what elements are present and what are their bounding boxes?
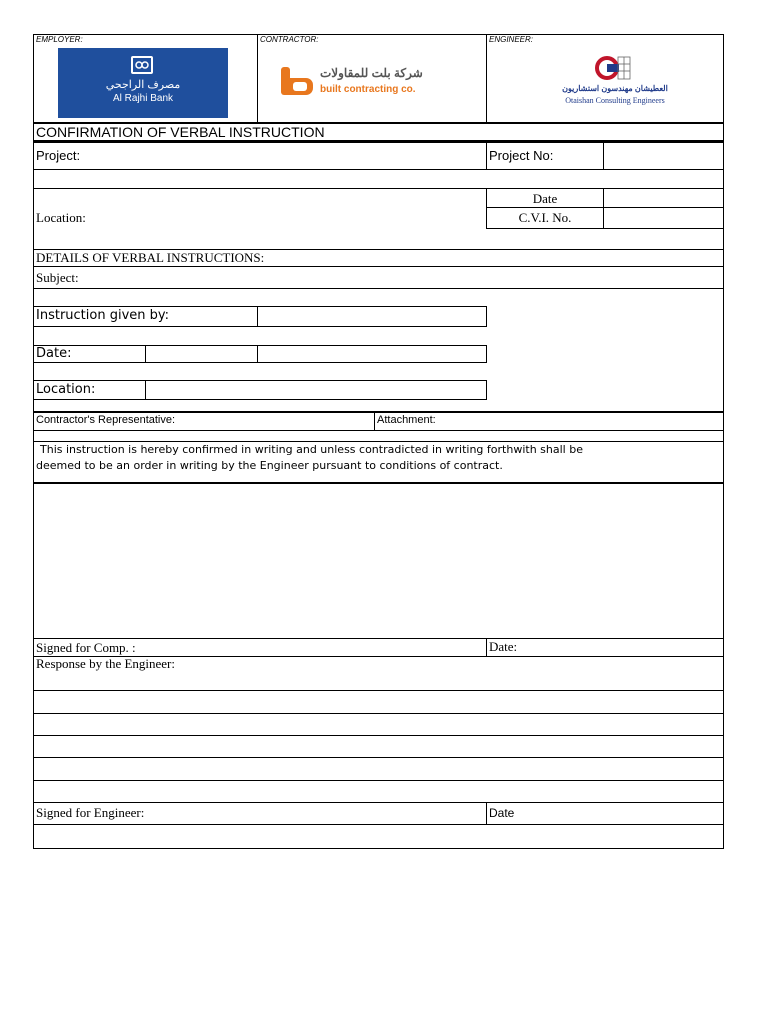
project-no-label: Project No: [489, 148, 554, 163]
attachment-label: Attachment: [377, 414, 436, 426]
response-line-6 [33, 802, 724, 803]
bank-name-arabic: مصرف الراجحي [105, 79, 181, 91]
project-input[interactable] [120, 145, 480, 167]
signed-comp-date-input[interactable] [530, 639, 720, 655]
confirmation-text-line1: This instruction is hereby confirmed in writing and unless contradicted in writing forthwith shall be [40, 443, 583, 456]
otaishan-logo [540, 54, 690, 110]
al-rajhi-bank-logo [58, 48, 228, 118]
signed-engineer-date-label: Date [489, 806, 515, 820]
date-cvi-col-divider [603, 188, 604, 229]
response-label: Response by the Engineer: [36, 656, 175, 671]
cvi-no-label: C.V.I. No. [518, 210, 572, 225]
instruction-given-by-input[interactable] [259, 307, 485, 326]
cvi-no-input[interactable] [605, 208, 721, 228]
instruction-given-by-divider [257, 306, 258, 327]
form-title: CONFIRMATION OF VERBAL INSTRUCTION [36, 124, 325, 140]
engineer-name-english: Otaishan Consulting Engineers [565, 96, 665, 105]
date-label: Date [532, 191, 558, 206]
signed-engineer-date-input[interactable] [530, 804, 720, 822]
header-divider-2 [486, 34, 487, 123]
instruction-details-area[interactable] [35, 485, 722, 637]
project-no-divider [603, 143, 604, 169]
contractor-label: CONTRACTOR: [260, 35, 319, 44]
signed-comp-input[interactable] [170, 639, 482, 655]
employer-label: EMPLOYER: [36, 35, 83, 44]
signed-engineer-divider [486, 802, 487, 824]
confirm-row-top [33, 441, 724, 442]
rep-row-bottom [33, 430, 724, 431]
otaishan-emblem-icon [590, 54, 634, 84]
contractor-rep-label: Contractor's Representative: [36, 414, 176, 426]
signed-engineer-input[interactable] [170, 804, 482, 822]
location-label: Location: [36, 210, 86, 225]
header-divider-1 [257, 34, 258, 123]
contractor-name-arabic: شركة بلت للمقاولات [320, 66, 423, 80]
engineer-label: ENGINEER: [489, 35, 534, 44]
date-field-input-2[interactable] [259, 346, 485, 362]
engineer-name-arabic: العطيشان مهندسون استشاريون [562, 84, 668, 93]
rep-divider [374, 412, 375, 430]
confirmation-text-line2: deemed to be an order in writing by the Engineer pursuant to conditions of contract. [36, 459, 503, 472]
signed-comp-date-label: Date: [489, 639, 518, 654]
project-no-input[interactable] [605, 145, 721, 167]
location-field-divider [145, 380, 146, 400]
contractor-rep-input[interactable] [200, 413, 370, 429]
attachment-input[interactable] [450, 413, 720, 429]
date-input[interactable] [605, 189, 721, 206]
form-bottom-border [33, 848, 724, 849]
date-field-input[interactable] [147, 346, 256, 362]
signed-comp-label: Signed for Comp. : [36, 640, 136, 655]
date-row-divider-2 [257, 345, 258, 363]
subject-row-bottom [33, 288, 724, 289]
subject-input[interactable] [90, 267, 720, 287]
signed-comp-divider [486, 638, 487, 656]
signed-engineer-row-bottom [33, 824, 724, 825]
contractor-name-english: built contracting co. [320, 84, 416, 95]
signed-engineer-label: Signed for Engineer: [36, 805, 145, 820]
location-field-input[interactable] [147, 381, 485, 399]
built-contracting-logo [280, 64, 460, 100]
details-heading: DETAILS OF VERBAL INSTRUCTIONS: [36, 250, 265, 265]
project-label: Project: [36, 148, 81, 163]
date-row-divider-1 [145, 345, 146, 363]
project-row-bottom [33, 169, 724, 170]
location-field-label: Location: [36, 382, 96, 397]
date-field-label: Date: [36, 346, 72, 361]
instruction-given-by-label: Instruction given by: [36, 308, 170, 323]
bank-name-english: Al Rajhi Bank [112, 93, 174, 104]
project-divider [486, 143, 487, 169]
response-input[interactable] [35, 672, 722, 800]
bank-emblem-icon [131, 56, 153, 74]
confirm-row-bottom [33, 482, 724, 484]
subject-label: Subject: [36, 270, 79, 285]
built-emblem-icon [280, 64, 314, 98]
